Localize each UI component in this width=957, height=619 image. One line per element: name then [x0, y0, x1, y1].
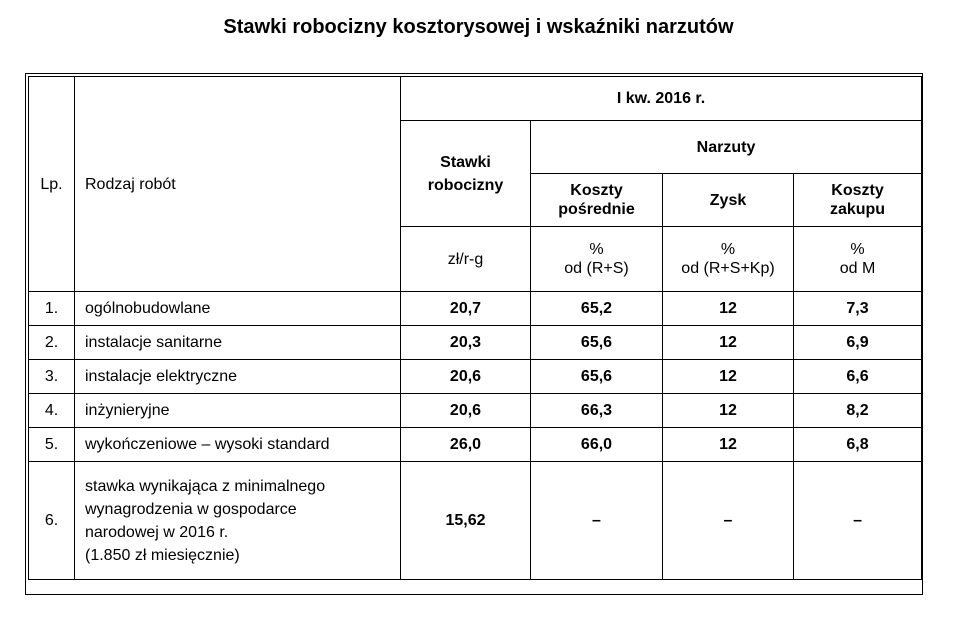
table-row [29, 326, 922, 360]
unit-koszty-posrednie [531, 227, 663, 292]
cell-stawka: 20,3 [401, 326, 531, 360]
unit-zysk-pct: % [720, 241, 736, 258]
cell-stawka: 20,7 [401, 292, 531, 326]
cell-rodzaj: ogólnobudowlane [75, 292, 401, 326]
cell-rodzaj-line: narodowej w 2016 r. [85, 523, 229, 541]
cell-kz: 6,9 [794, 326, 922, 360]
cell-stawka: 20,6 [401, 394, 531, 428]
cell-rodzaj: instalacje sanitarne [75, 326, 401, 360]
cell-stawka: 26,0 [401, 428, 531, 462]
cell-zysk: 12 [663, 394, 794, 428]
cell-rodzaj-line: wynagrodzenia w gospodarce [85, 500, 297, 518]
cell-kz: 6,6 [794, 360, 922, 394]
cell-zysk: 12 [663, 428, 794, 462]
cell-lp: 5. [29, 428, 75, 462]
cell-kp: 65,6 [531, 360, 663, 394]
cell-kp: 66,3 [531, 394, 663, 428]
header-koszty-posrednie [531, 174, 663, 227]
unit-kz-base: od M [839, 260, 876, 277]
cell-zysk: 12 [663, 326, 794, 360]
unit-kz-pct: % [850, 241, 865, 258]
header-koszty-zakupu-text: Koszty zakupu [829, 182, 886, 218]
table-row [29, 292, 922, 326]
page-title: Stawki robocizny kosztorysowej i wskaźniki narzutów [223, 16, 734, 38]
unit-zysk [663, 227, 794, 292]
cell-zysk: 12 [663, 360, 794, 394]
cell-lp: 3. [29, 360, 75, 394]
header-koszty-posrednie-text: Koszty pośrednie [558, 182, 635, 218]
cell-rodzaj [75, 462, 401, 580]
unit-koszty-zakupu [794, 227, 922, 292]
cell-kz: 8,2 [794, 394, 922, 428]
cell-kp: 65,2 [531, 292, 663, 326]
cell-stawka: 20,6 [401, 360, 531, 394]
cell-kz: 7,3 [794, 292, 922, 326]
header-stawki [401, 121, 531, 227]
rates-table [28, 76, 922, 580]
header-koszty-zakupu [794, 174, 922, 227]
header-rodzaj: Rodzaj robót [75, 77, 401, 292]
unit-kp-base: od (R+S) [564, 260, 629, 277]
cell-rodzaj: wykończeniowe – wysoki standard [75, 428, 401, 462]
cell-lp: 6. [29, 462, 75, 580]
header-lp: Lp. [29, 77, 75, 292]
cell-stawka: 15,62 [401, 462, 531, 580]
cell-kz: 6,8 [794, 428, 922, 462]
header-row-period [29, 77, 922, 121]
unit-stawki: zł/r-g [401, 227, 531, 292]
cell-zysk: – [663, 462, 794, 580]
header-zysk: Zysk [663, 174, 794, 227]
header-period: I kw. 2016 r. [401, 77, 922, 121]
header-narzuty: Narzuty [531, 121, 922, 174]
cell-rodzaj-line: stawka wynikająca z minimalnego [85, 477, 326, 495]
cell-kz: – [794, 462, 922, 580]
cell-zysk: 12 [663, 292, 794, 326]
cell-lp: 1. [29, 292, 75, 326]
cell-kp: – [531, 462, 663, 580]
cell-kp: 66,0 [531, 428, 663, 462]
table-row [29, 428, 922, 462]
header-stawki-text: Stawki robocizny [427, 153, 504, 194]
cell-lp: 2. [29, 326, 75, 360]
cell-rodzaj: inżynieryjne [75, 394, 401, 428]
table-row [29, 394, 922, 428]
cell-rodzaj-line: (1.850 zł miesięcznie) [85, 546, 240, 564]
unit-kp-pct: % [589, 241, 604, 258]
cell-rodzaj: instalacje elektryczne [75, 360, 401, 394]
table-row [29, 360, 922, 394]
table-row [29, 462, 922, 580]
unit-zysk-base: od (R+S+Kp) [681, 260, 775, 277]
cell-lp: 4. [29, 394, 75, 428]
cell-kp: 65,6 [531, 326, 663, 360]
